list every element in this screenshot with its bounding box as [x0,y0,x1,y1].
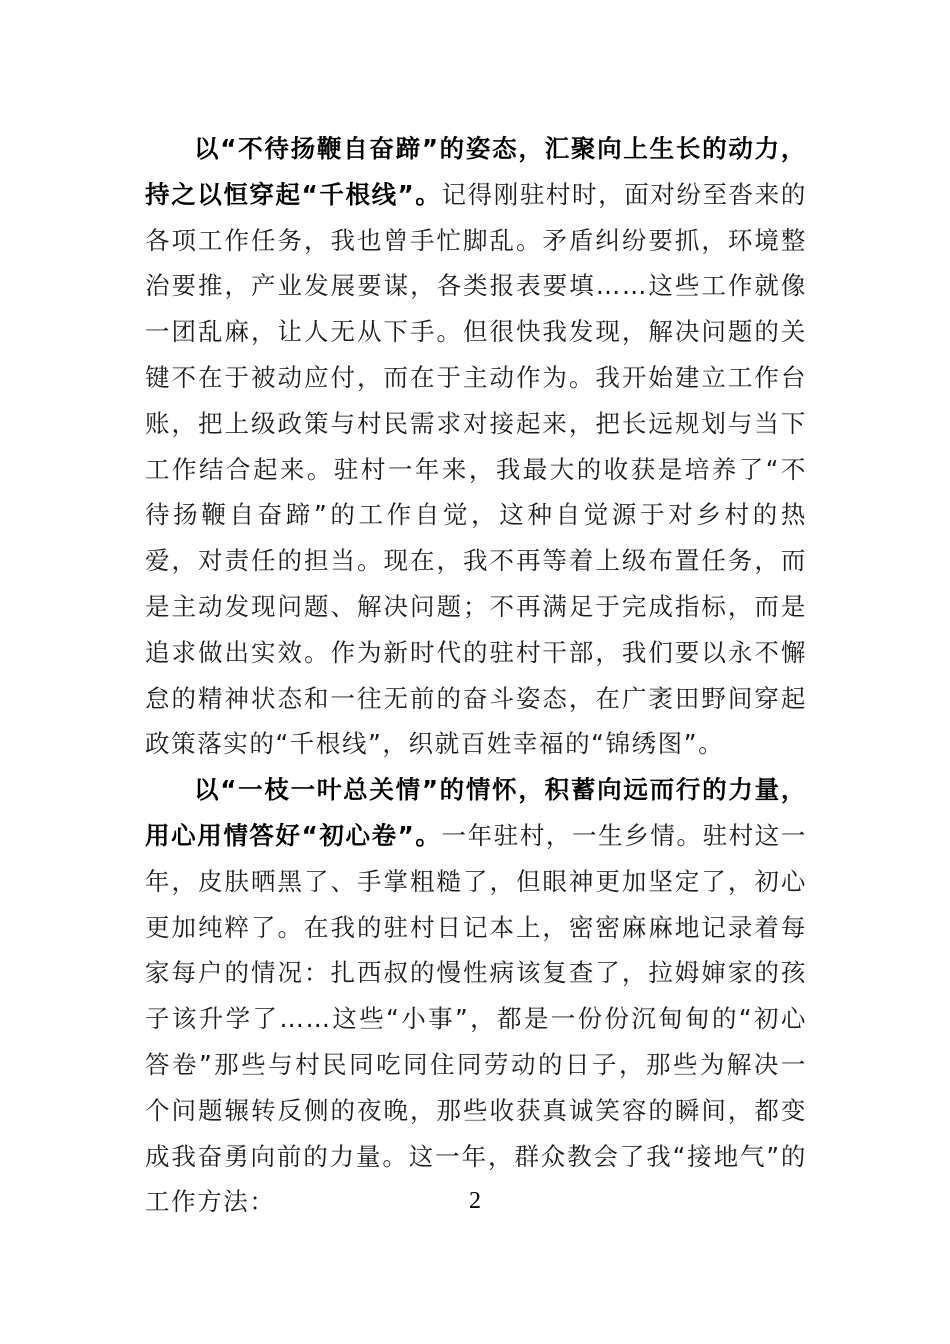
paragraph-1-body: 记得刚驻村时，面对纷至沓来的各项工作任务，我也曾手忙脚乱。矛盾纠纷要抓，环境整治要推，产业发展要谋，各类报表要填……这些工作就像一团乱麻，让人无从下手。但很快我发现，解决问题的关键不在于被动应付，而在于主动作为。我开始建立工作台账，把上级政策与村民需求对接起来，把长远规划与当下工作结合起来。驻村一年来，我最大的收获是培养了“不待扬鞭自奋蹄”的工作自觉，这种自觉源于对乡村的热爱，对责任的担当。现在，我不再等着上级布置任务，而是主动发现问题、解决问题；不再满足于完成指标，而是追求做出实效。作为新时代的驻村干部，我们要以永不懈怠的精神状态和一往无前的奋斗姿态，在广袤田野间穿起政策落实的“千根线”，织就百姓幸福的“锦绣图”。 [145,179,807,759]
paragraph-1-lead: 以“不待扬鞭自奋蹄”的姿态，汇聚向上生长的动力，持之以恒穿起“千根线”。 [145,134,807,209]
page-number: 2 [469,1188,481,1214]
paragraph-2-body: 一年驻村，一生乡情。驻村这一年，皮肤晒黑了、手掌粗糙了，但眼神更加坚定了，初心更加纯粹了。在我的驻村日记本上，密密麻麻地记录着每家每户的情况：扎西叔的慢性病该复查了，拉姆婶家的孩子该升学了……这些“小事”，都是一份份沉甸甸的“初心答卷”那些与村民同吃同住同劳动的日子，那些为解决一个问题辗转反侧的夜晚，那些收获真诚笑容的瞬间，都变成我奋勇向前的力量。这一年，群众教会了我“接地气”的工作方法： [145,820,807,1217]
paragraph-1 [145,126,807,767]
paragraph-2 [145,767,807,1225]
paragraph-2-lead: 以“一枝一叶总关情”的情怀，积蓄向远而行的力量，用心用情答好“初心卷”。 [145,775,807,850]
document-body [145,126,807,1225]
